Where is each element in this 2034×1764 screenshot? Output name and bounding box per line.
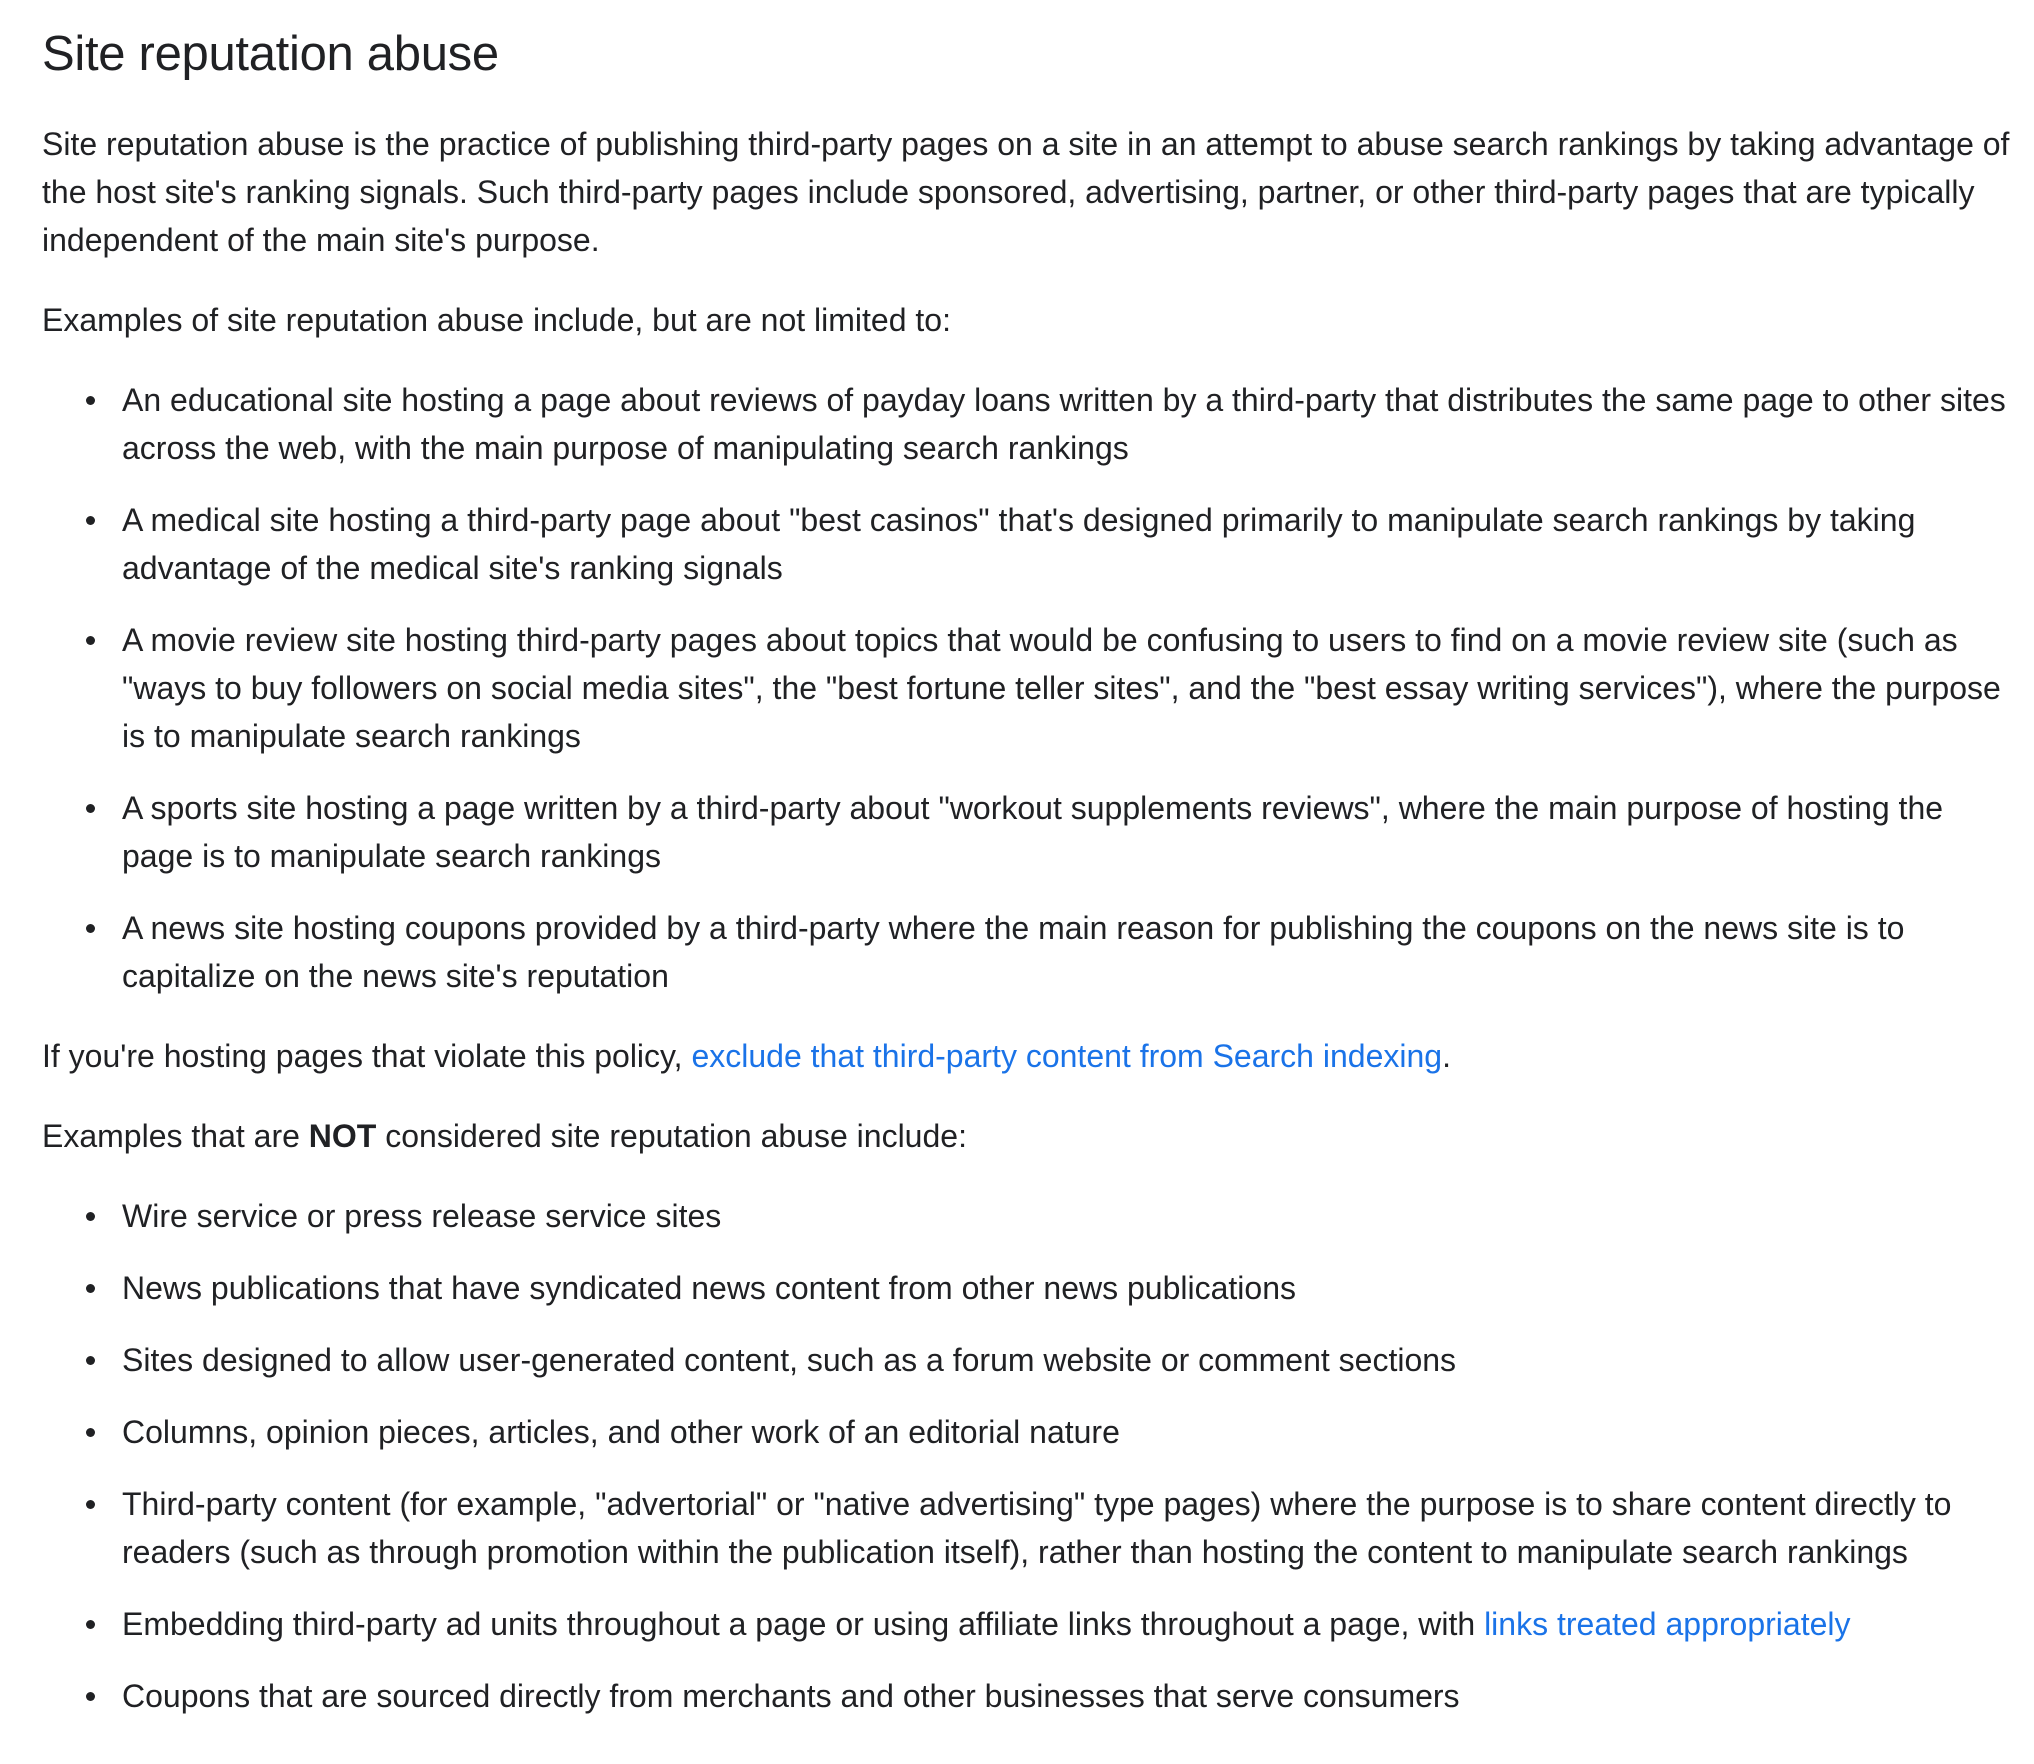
policy-note-suffix: . — [1442, 1038, 1451, 1074]
list-item: A sports site hosting a page written by a third-party about "workout supplements reviews", where the main purpose of hosting the page is to manipulate search rankings — [122, 784, 2022, 880]
list-item: An educational site hosting a page about reviews of payday loans written by a third-party that distributes the same page to other sites across the web, with the main purpose of manipulating search rankings — [122, 376, 2022, 472]
list-item: Columns, opinion pieces, articles, and other work of an editorial nature — [122, 1408, 2022, 1456]
intro-paragraph: Site reputation abuse is the practice of publishing third-party pages on a site in an attempt to abuse search rankings by taking advantage of the host site's ranking signals. Such third-party pages include sponsored, advertising, partner, or other third-party pages that are typically independent of the main site's purpose. — [42, 126, 2010, 258]
not-emphasis: NOT — [308, 1118, 377, 1154]
links-treated-appropriately-link[interactable]: links treated appropriately — [1484, 1606, 1851, 1642]
list-item: A news site hosting coupons provided by a third-party where the main reason for publishing the coupons on the news site is to capitalize on the news site's reputation — [122, 904, 2022, 1000]
page-title: Site reputation abuse — [42, 27, 499, 81]
list-item: A medical site hosting a third-party page about "best casinos" that's designed primarily to manipulate search rankings by taking advantage of the medical site's ranking signals — [122, 496, 2022, 592]
list-item — [122, 1600, 2022, 1648]
list-item: Sites designed to allow user-generated content, such as a forum website or comment sections — [122, 1336, 2022, 1384]
examples-lead: Examples of site reputation abuse include, but are not limited to: — [42, 302, 951, 338]
exclude-content-link[interactable]: exclude that third-party content from Search indexing — [691, 1038, 1443, 1074]
abuse-examples-list — [42, 376, 2022, 1000]
not-lead-suffix: considered site reputation abuse include: — [376, 1118, 967, 1154]
list-item: News publications that have syndicated news content from other news publications — [122, 1264, 2022, 1312]
policy-note — [42, 1032, 2022, 1080]
list-item: Third-party content (for example, "advertorial" or "native advertising" type pages) where the purpose is to share content directly to readers (such as through promotion within the publication itself), rather than hosting the content to manipulate search rankings — [122, 1480, 2022, 1576]
policy-note-prefix: If you're hosting pages that violate this policy, — [42, 1038, 692, 1074]
affiliate-item-prefix: Embedding third-party ad units throughout a page or using affiliate links throughout a page, with — [122, 1606, 1485, 1642]
not-lead-prefix: Examples that are — [42, 1118, 309, 1154]
list-item: Wire service or press release service sites — [122, 1192, 2022, 1240]
not-examples-lead — [42, 1112, 2022, 1160]
not-abuse-examples-list — [42, 1192, 2022, 1720]
list-item: Coupons that are sourced directly from merchants and other businesses that serve consumers — [122, 1672, 2022, 1720]
article — [42, 0, 2022, 1744]
list-item: A movie review site hosting third-party pages about topics that would be confusing to users to find on a movie review site (such as "ways to buy followers on social media sites", the "best fortune teller sites", and the "best essay writing services"), where the purpose is to manipulate search rankings — [122, 616, 2022, 760]
